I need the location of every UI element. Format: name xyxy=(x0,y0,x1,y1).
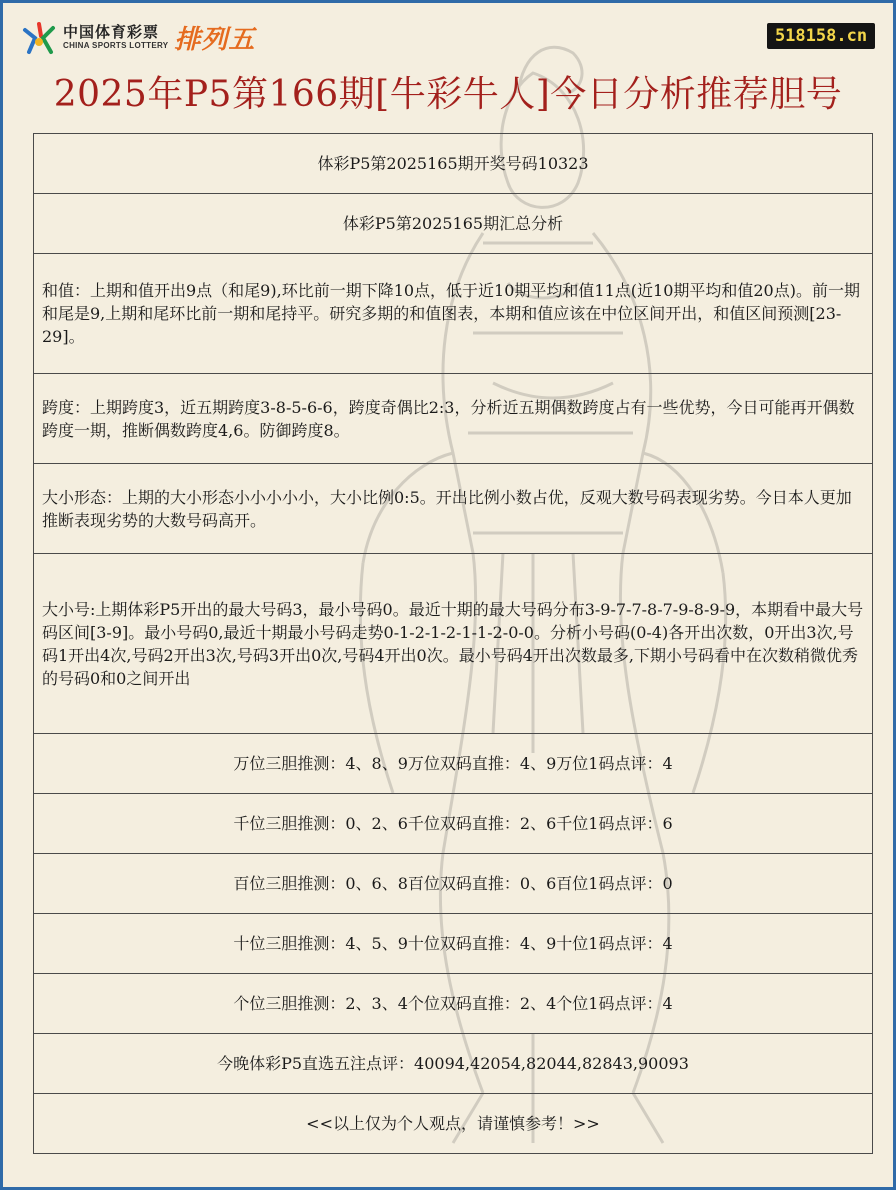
pailie5-game-logo: 排列五 xyxy=(174,24,256,54)
table-row xyxy=(34,734,873,794)
table-row xyxy=(34,914,873,974)
lottery-star-logo-icon xyxy=(21,20,57,56)
table-row xyxy=(34,464,873,554)
size-pattern-analysis-cell: 大小形态：上期的大小形态小小小小小，大小比例0:5。开出比例小数占优，反观大数号码表现劣势。今日本人更加推断表现劣势的大数号码高开。 xyxy=(34,464,873,554)
ge-position-prediction-cell: 个位三胆推测：2、3、4个位双码直推：2、4个位1码点评：4 xyxy=(34,974,873,1034)
sum-value-analysis-cell: 和值：上期和值开出9点（和尾9),环比前一期下降10点，低于近10期平均和值11点(近10期平均和值20点)。前一期和尾是9,上期和尾环比前一期和尾持平。研究多期的和值图表，本期和值应该在中位区间开出，和值区间预测[23-29]。 xyxy=(34,254,873,374)
max-min-number-analysis-cell: 大小号:上期体彩P5开出的最大号码3，最小号码0。最近十期的最大号码分布3-9-7-7-8-7-9-8-9-9，本期看中最大号码区间[3-9]。最小号码0,最近十期最小号码走势0-1-2-1-2-1-1-2-0-0。分析小号码(0-4)各开出次数，0开出3次,号码1开出4次,号码2开出3次,号码3开出0次,号码4开出0次。最小号码4开出次数最多,下期小号码看中在次数稍微优秀的号码0和0之间开出 xyxy=(34,554,873,734)
draw-result-cell: 体彩P5第2025165期开奖号码10323 xyxy=(34,134,873,194)
logo-chinese-name: 中国体育彩票 xyxy=(63,24,160,41)
table-row xyxy=(34,554,873,734)
site-domain-badge: 518158.cn xyxy=(767,23,875,49)
qian-position-prediction-cell: 千位三胆推测：0、2、6千位双码直推：2、6千位1码点评：6 xyxy=(34,794,873,854)
table-row xyxy=(34,374,873,464)
table-row xyxy=(34,254,873,374)
summary-title-cell: 体彩P5第2025165期汇总分析 xyxy=(34,194,873,254)
china-sports-lottery-logo xyxy=(21,19,255,56)
disclaimer-cell: <<以上仅为个人观点，请谨慎参考！>> xyxy=(34,1094,873,1154)
table-row xyxy=(34,794,873,854)
table-row xyxy=(34,1094,873,1154)
shi-position-prediction-cell: 十位三胆推测：4、5、9十位双码直推：4、9十位1码点评：4 xyxy=(34,914,873,974)
span-analysis-cell: 跨度：上期跨度3，近五期跨度3-8-5-6-6，跨度奇偶比2:3，分析近五期偶数跨度占有一些优势，今日可能再开偶数跨度一期，推断偶数跨度4,6。防御跨度8。 xyxy=(34,374,873,464)
table-row xyxy=(34,134,873,194)
table-row xyxy=(34,974,873,1034)
table-row xyxy=(34,194,873,254)
logo-english-name: CHINA SPORTS LOTTERY xyxy=(63,41,169,50)
table-row xyxy=(34,854,873,914)
page-title: 2025年P5第166期[牛彩牛人]今日分析推荐胆号 xyxy=(53,74,843,115)
wan-position-prediction-cell: 万位三胆推测：4、8、9万位双码直推：4、9万位1码点评：4 xyxy=(34,734,873,794)
header xyxy=(3,3,893,63)
five-picks-cell: 今晚体彩P5直选五注点评：40094,42054,82044,82843,90093 xyxy=(34,1034,873,1094)
analysis-table xyxy=(33,133,873,1154)
table-row xyxy=(34,1034,873,1094)
logo-text xyxy=(63,24,168,51)
bai-position-prediction-cell: 百位三胆推测：0、6、8百位双码直推：0、6百位1码点评：0 xyxy=(34,854,873,914)
